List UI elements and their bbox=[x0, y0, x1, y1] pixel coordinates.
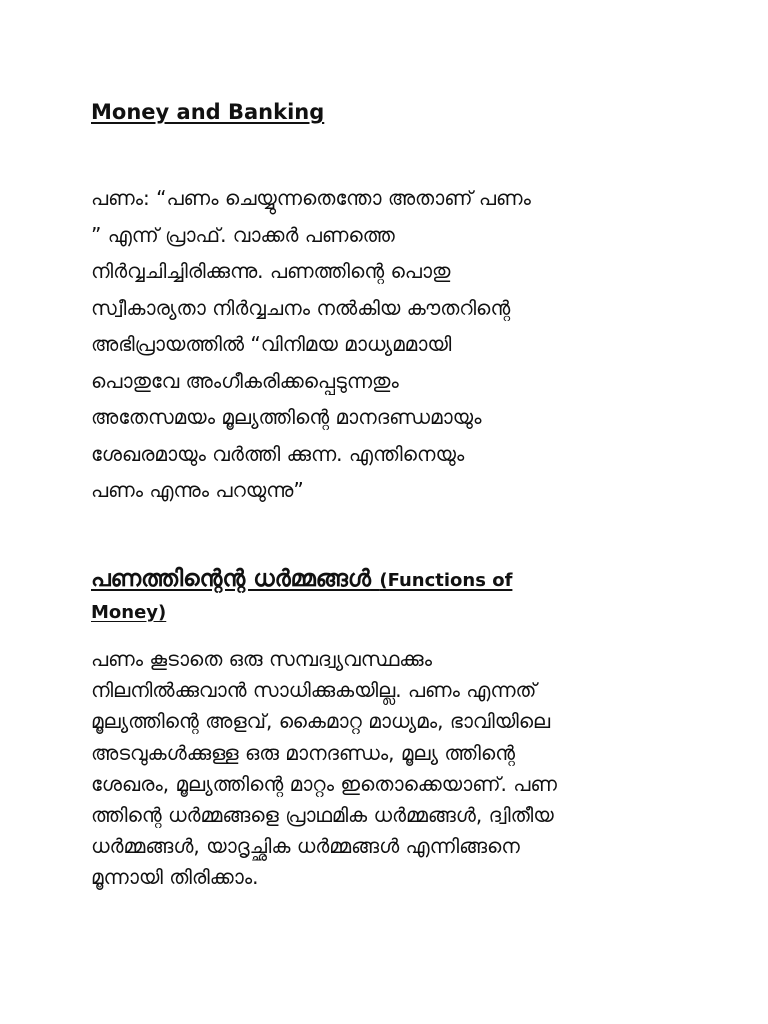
paragraph-line: പണം എന്നും പറയുന്നു” bbox=[91, 478, 304, 502]
section-heading-english: (Functions of bbox=[379, 570, 513, 591]
paragraph-line: നിലനിൽക്കുവാൻ സാധിക്കുകയില്ല. പണം എന്നത് bbox=[91, 678, 537, 703]
paragraph-line: പണം കൂടാതെ ഒരു സമ്പദ്വ്യവസ്ഥക്കും bbox=[91, 647, 433, 671]
section-heading-malayalam: പണത്തിന്റെന്റ ധർമ്മങ്ങൾ bbox=[91, 566, 371, 592]
paragraph-line: ശേഖരമായും വർത്തി ക്കുന്ന. എന്തിനെയും bbox=[91, 441, 465, 466]
paragraph-line: അഭിപ്രായത്തിൽ “വിനിമയ മാധ്യമമായി bbox=[91, 332, 452, 356]
paragraph-line: അടവുകൾക്കുള്ള ഒരു മാനദണ്ഡം, മൂല്യ ത്തിന്റെ bbox=[91, 740, 515, 765]
paragraph-line: മൂല്യത്തിന്റെ അളവ്, കൈമാറ്റ മാധ്യമം, ഭാവിയിലെ bbox=[91, 709, 551, 734]
paragraph-line: നിർവ്വചിച്ചിരിക്കുന്നു. പണത്തിന്റെ പൊതു bbox=[91, 259, 451, 283]
paragraph-line: പണം: “പണം ചെയ്യുന്നതെന്തോ അതാണ് പണം bbox=[91, 186, 531, 210]
paragraph-line: ശേഖരം, മൂല്യത്തിന്റെ മാറ്റം ഇതൊക്കെയാണ്. പണ bbox=[91, 771, 557, 796]
document-title: Money and Banking bbox=[91, 100, 325, 124]
section-heading-english-continued: Money) bbox=[91, 602, 167, 623]
paragraph-line: സ്വീകാര്യതാ നിർവ്വചനം നൽകിയ കൗതറിന്റെ bbox=[91, 295, 511, 320]
paragraph-line: ” എന്ന് പ്രാഫ്. വാക്കർ പണത്തെ bbox=[91, 222, 395, 247]
section-heading bbox=[91, 562, 691, 630]
paragraph-line: പൊതുവേ അംഗീകരിക്കപ്പെടുന്നതും bbox=[91, 368, 399, 393]
paragraph-line: അതേസമയം മൂല്യത്തിന്റെ മാനദണ്ഡമായും bbox=[91, 405, 482, 429]
paragraph-line: ത്തിന്റെ ധർമ്മങ്ങളെ പ്രാഥമിക ധർമ്മങ്ങൾ, ദ്വിതീയ bbox=[91, 803, 554, 828]
definition-paragraph bbox=[91, 180, 691, 509]
paragraph-line: ധർമ്മങ്ങൾ, യാദൃച്ഛിക ധർമ്മങ്ങൾ എന്നിങ്ങനെ bbox=[91, 834, 520, 859]
paragraph-line: മൂന്നായി തിരിക്കാം. bbox=[91, 865, 259, 890]
functions-paragraph bbox=[91, 644, 691, 894]
